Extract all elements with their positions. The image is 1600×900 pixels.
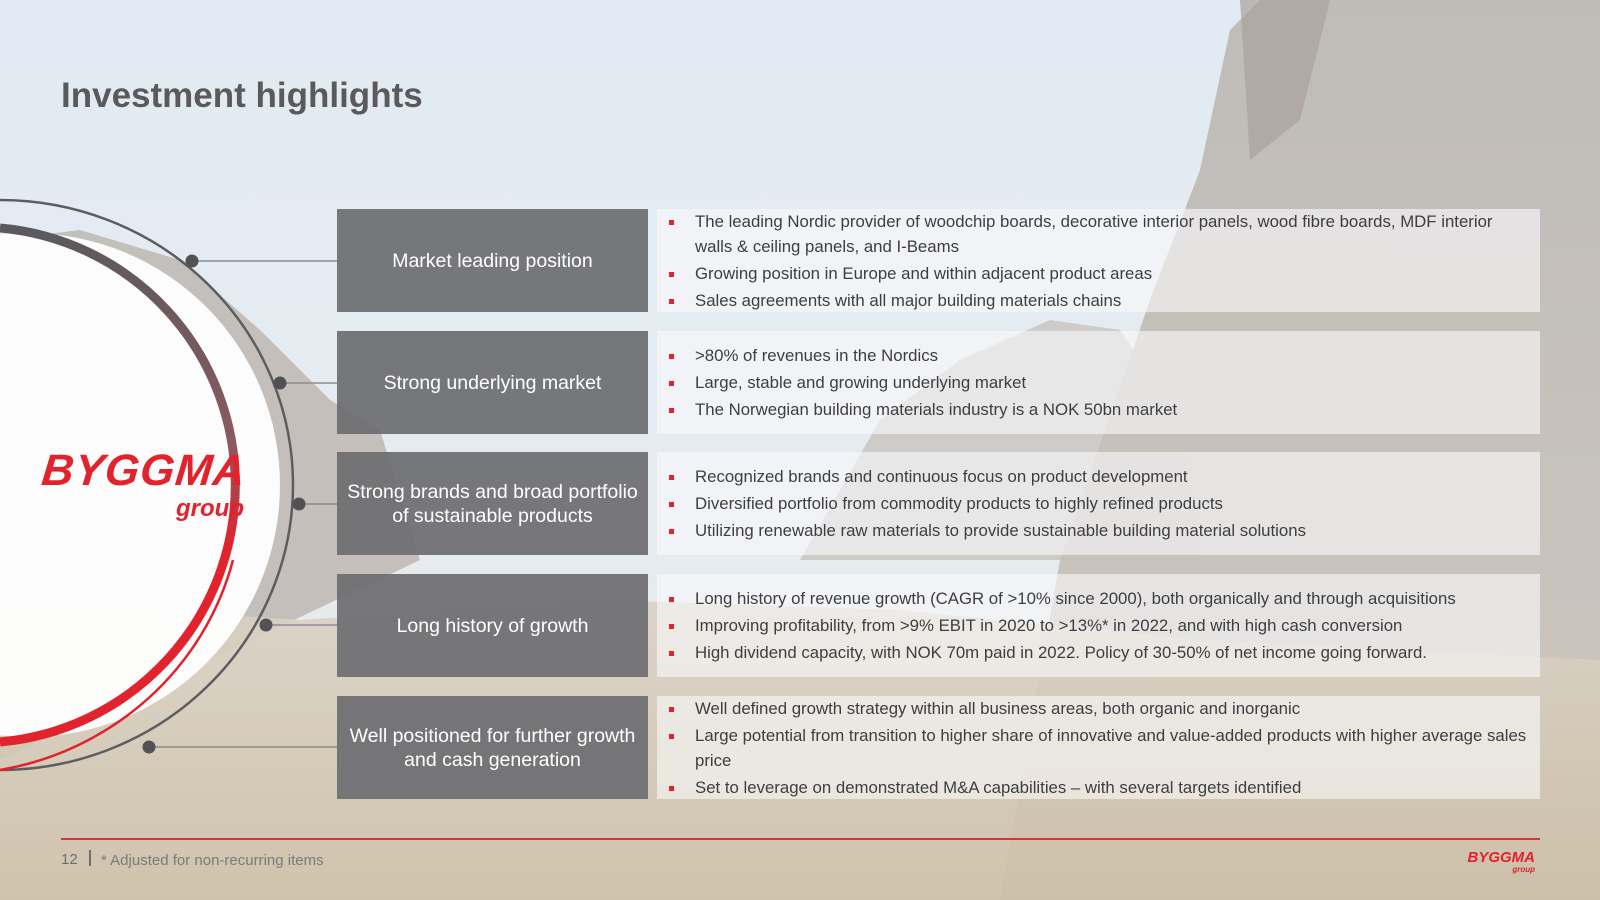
bullet-item: Long history of revenue growth (CAGR of >10% since 2000), both organically and through acquisitions xyxy=(657,586,1528,611)
bullet-item: Large potential from transition to higher share of innovative and value-added products with higher average sales price xyxy=(657,723,1528,773)
footer-logo-group: group xyxy=(1512,865,1535,874)
highlight-panel xyxy=(657,331,1540,434)
footer-logo: BYGGMA xyxy=(1467,849,1535,866)
highlight-panel xyxy=(657,452,1540,555)
highlight-row-underlying-market xyxy=(337,331,1540,434)
highlight-panel xyxy=(657,209,1540,312)
bullet-item: High dividend capacity, with NOK 70m paid in 2022. Policy of 30-50% of net income going forward. xyxy=(657,640,1528,665)
bullet-list xyxy=(657,341,1528,424)
bullet-list xyxy=(657,207,1528,315)
bullet-item: Recognized brands and continuous focus on product development xyxy=(657,464,1528,489)
bullet-list xyxy=(657,694,1528,802)
highlight-label: Strong brands and broad portfolio of sustainable products xyxy=(337,452,648,555)
footer-separator xyxy=(89,850,91,866)
byggma-logo: BYGGMA xyxy=(39,446,249,495)
highlight-panel xyxy=(657,696,1540,799)
slide-title: Investment highlights xyxy=(61,76,423,115)
footer-divider xyxy=(61,838,1540,840)
byggma-logo-group: group xyxy=(176,495,244,522)
bullet-list xyxy=(657,584,1528,667)
bullet-item: The leading Nordic provider of woodchip boards, decorative interior panels, wood fibre boards, MDF interior walls & ceiling panels, and I-Beams xyxy=(657,209,1528,259)
page-number: 12 xyxy=(61,851,78,868)
connector-dot xyxy=(186,255,199,268)
highlight-row-history-growth xyxy=(337,574,1540,677)
footnote: * Adjusted for non-recurring items xyxy=(101,852,324,869)
highlight-label: Well positioned for further growth and cash generation xyxy=(337,696,648,799)
bullet-list xyxy=(657,462,1528,545)
bullet-item: Improving profitability, from >9% EBIT in 2020 to >13%* in 2022, and with high cash conversion xyxy=(657,613,1528,638)
highlight-panel xyxy=(657,574,1540,677)
bullet-item: Well defined growth strategy within all business areas, both organic and inorganic xyxy=(657,696,1528,721)
bullet-item: Large, stable and growing underlying market xyxy=(657,370,1528,395)
connector-dot xyxy=(143,741,156,754)
highlight-label: Market leading position xyxy=(337,209,648,312)
bullet-item: The Norwegian building materials industry is a NOK 50bn market xyxy=(657,397,1528,422)
connector-dot xyxy=(293,498,306,511)
highlight-row-well-positioned xyxy=(337,696,1540,799)
bullet-item: Sales agreements with all major building materials chains xyxy=(657,288,1528,313)
highlight-label: Long history of growth xyxy=(337,574,648,677)
highlight-label: Strong underlying market xyxy=(337,331,648,434)
bullet-item: Growing position in Europe and within adjacent product areas xyxy=(657,261,1528,286)
bullet-item: Set to leverage on demonstrated M&A capabilities – with several targets identified xyxy=(657,775,1528,800)
bullet-item: >80% of revenues in the Nordics xyxy=(657,343,1528,368)
bullet-item: Utilizing renewable raw materials to provide sustainable building material solutions xyxy=(657,518,1528,543)
connector-dot xyxy=(274,377,287,390)
bullet-item: Diversified portfolio from commodity products to highly refined products xyxy=(657,491,1528,516)
highlight-row-market-leading xyxy=(337,209,1540,312)
highlight-row-brands-portfolio xyxy=(337,452,1540,555)
connector-dot xyxy=(260,619,273,632)
